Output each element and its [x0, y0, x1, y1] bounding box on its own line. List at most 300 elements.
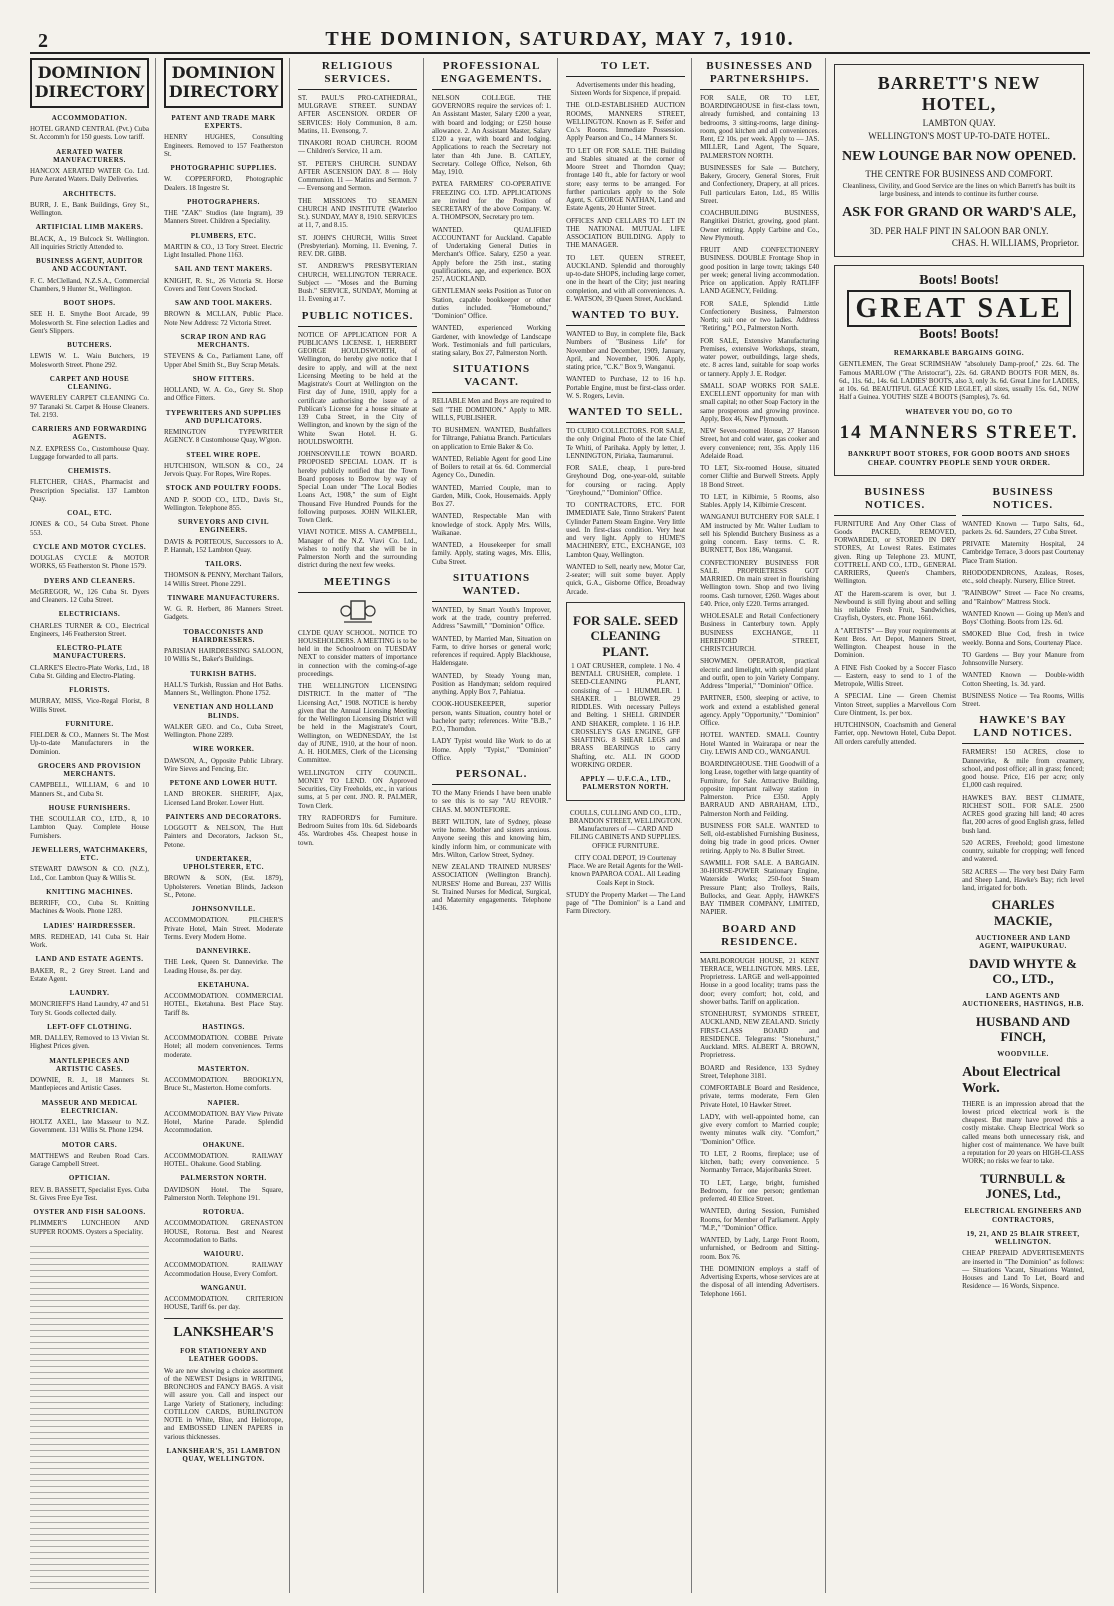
section-title: PHOTOGRAPHIC SUPPLIES.: [170, 164, 277, 172]
section-title: OHAKUNE.: [202, 1140, 245, 1149]
wanted-ad: WANTED, by Steady Young man, Position as Handyman; seldom required anything. Apply Box 7, Pahiatua.: [432, 671, 552, 697]
business-ad: HOTEL WANTED. SMALL Country Hotel Wanted in Wairarapa or near the City. LEWIS AND CO., WANGANUI.: [700, 731, 820, 756]
masthead: [30, 22, 1090, 54]
directory-entry: BERRIFF, CO., Cuba St. Knitting Machines & Wools. Phone 1283.: [30, 899, 150, 916]
study-ad: STUDY the Property Market — The Land page of "The Dominion" is a Land and Farm Directory.: [566, 890, 686, 916]
wanted-ad: COOK-HOUSEKEEPER, superior person, wants Situation, country hotel or bachelor party; references. Write "B.B.," P.O., Thorndon.: [432, 700, 552, 734]
section-title: WIRE WORKER.: [192, 745, 255, 754]
vacant-ad: WANTED, Respectable Man with knowledge of stock. Apply Mrs. Wills, Waikanae.: [432, 512, 552, 537]
column-directory-1: [30, 58, 156, 1593]
directory-entry: AND P. SOOD CO., LTD., Davis St., Wellington. Telephone 855.: [164, 495, 284, 512]
business-notice: PRIVATE Maternity Hospital, 24 Cambridge Terrace, 3 doors past Courtenay Place Tram Station.: [962, 540, 1085, 565]
great-sale-title: GREAT SALE: [847, 290, 1070, 327]
directory-entry: HANCOX AERATED WATER Co. Ltd. Pure Aerated Waters. Daily Deliveries.: [30, 167, 150, 184]
david-whyte-role: LAND AGENTS AND AUCTIONEERS, HASTINGS, H.B.: [962, 992, 1084, 1009]
section-title: ARCHITECTS.: [62, 189, 117, 198]
continuation-text: [30, 1244, 149, 1593]
section-title: GROCERS AND PROVISION MERCHANTS.: [37, 761, 142, 778]
directory-entry: FLETCHER, CHAS., Pharmacist and Prescription Specialist. 137 Lambton Quay.: [30, 478, 150, 503]
notices-right-list: [962, 520, 1084, 709]
section-title: SAW AND TOOL MAKERS.: [174, 299, 273, 307]
business-ad: SHOWMEN. OPERATOR, practical electric and limelight, with splendid plant and outfit, open to join Variety Company. Address "Imperial," "Dominion" Office.: [700, 657, 820, 691]
section-title: JOHNSONVILLE.: [191, 905, 256, 913]
public-notice: NOTICE OF APPLICATION FOR A PUBLICAN'S LICENSE. I, HERBERT GEORGE HOULDSWORTH, of Wellington, do hereby give notice that I desire to apply, and will at the next Licensing Meeting to be held at the Magistrate's Court at Wellington on the First day of June, 1910, apply for a certificate authorising the issue of a Publican's License for a house situate at 139 Cuba Street, in the City of Wellington, and known by the sign of the White Swan Hotel. H. G. HOULDSWORTH.: [298, 330, 418, 446]
directory-entry: ACCOMMODATION. PILCHER'S Private Hotel, Main Street. Moderate Terms. Every Modern Home.: [164, 916, 284, 941]
directory-entry: MONCRIEFF'S Hand Laundry, 47 and 51 Tory St. Goods collected daily.: [30, 1000, 150, 1017]
to-let-ad: TO LET. QUEEN STREET, AUCKLAND. Splendid and thoroughly up-to-date SHOPS, including large corner, one in the heart of the City; just nearing completion, and with all conveniences. A. E. WATSON, 39 Queen Street, Auckland.: [566, 253, 686, 303]
vacant-ad: WANTED, a Housekeeper for small family. Apply, stating wages, Mrs. Ellis, Cuba Street.: [432, 541, 552, 566]
business-notices-grid: [834, 484, 1084, 1295]
meeting-notice: WELLINGTON CITY COUNCIL. MONEY TO LEND. ON Approved Securities, City Freeholds, etc., in various sums, at 5 per cent. JNO. R. PALMER, Town Clerk.: [298, 768, 418, 810]
business-ad: PARTNER, £500, sleeping or active, to work and extend a established general agency. Apply "Opportunity," "Dominion" Office.: [700, 694, 820, 728]
personal-ad: BERT WILTON, late of Sydney, please write home. Mother and sisters anxious. Anyone seeing this and knowing him, kindly inform him, or communicate with Mrs. Wilton, Carlow Street, Sydney.: [432, 817, 552, 859]
directory-entry: THE Leek, Queen St. Dannevirke. The Leading House, 8s. per day.: [164, 958, 284, 975]
page-number: 2: [38, 30, 48, 52]
directory-entry: HOLLAND, W. A. Co., Grey St. Shop and Office Fitters.: [164, 386, 284, 403]
hawkes-bay-heading: HAWKE'S BAY LAND NOTICES.: [962, 712, 1084, 744]
directory-entry: MR. DALLEY, Removed to 13 Vivian St. Highest Prices given.: [30, 1034, 150, 1051]
service-notice: ST. ANDREW'S PRESBYTERIAN CHURCH, WELLINGTON TERRACE. Subject — "Moses and the Burning Bush." SERVICE, SUNDAY, Morning at 11. Evening at 7.: [298, 262, 418, 304]
meeting-notice: TRY RADFORD'S for Furniture. Bedroom Suites from 10s. 6d. Sideboards 45s. Wardrobes 45s. Cheapest house in town.: [298, 813, 418, 847]
section-title: TINWARE MANUFACTURERS.: [167, 593, 280, 602]
husband-finch-name: HUSBAND AND FINCH,: [975, 1013, 1071, 1045]
directory-entry: BLACK, A., 19 Bulcock St. Wellington. All inquiries Strictly Attended to.: [30, 234, 150, 251]
section-title: ARTIFICIAL LIMB MAKERS.: [35, 223, 144, 232]
directory-entry: JONES & CO., 54 Cuba Street. Phone 553.: [30, 520, 150, 537]
directory-entry: THE "ZAK" Studios (late Ingram), 39 Manners Street. Children a Speciality.: [164, 209, 284, 226]
business-ad: BOARDINGHOUSE. THE Goodwill of a long Lease, together with large quantity of Furniture, for Sale. Attractive Building, opposite important railway station in Palmerston. Price £350. Apply BARRAUD AND ABRAHAM, LTD., Palmerston North and Feilding.: [700, 760, 820, 818]
charles-mackie-role: AUCTIONEER AND LAND AGENT, WAIPUKURAU.: [975, 934, 1071, 951]
businesses-heading: BUSINESSES AND PARTNERSHIPS.: [700, 58, 819, 90]
service-notice: TINAKORI ROAD CHURCH. ROOM — Children's Service, 11 a.m.: [298, 139, 418, 156]
board-ad: TO LET, 2 Rooms, fireplace; use of kitchen, bath; every convenience. 5 Normanby Terrace, Majoribanks Street.: [700, 1149, 820, 1175]
lankshear-name: LANKSHEAR'S: [173, 1324, 274, 1340]
business-ad: WHOLESALE and Retail Confectionery Business in Canterbury town. Apply BUSINESS EXCHANGE, 11 HEREFORD STREET, CHRISTCHURCH.: [700, 612, 820, 654]
section-title: CYCLE AND MOTOR CYCLES.: [32, 542, 147, 551]
business-ad: TO LET, Six-roomed House, situated corner Cliftie and Burwell Streets. Apply 18 Bond Street.: [700, 464, 820, 489]
directory-entry: ACCOMMODATION. BROOKLYN, Bruce St., Masterton. Home comforts.: [164, 1076, 284, 1093]
farms-list: [962, 748, 1084, 892]
directory-entry: F. C. McClelland, N.Z.S.A., Commercial Chambers, 9 Hunter St., Wellington.: [30, 276, 150, 293]
meeting-notice: CLYDE QUAY SCHOOL. NOTICE TO HOUSEHOLDERS. A MEETING is to be held in the Schoolroom on TUESDAY NEXT to consider matters of importance in connection with the coming-of-age proceedings.: [298, 628, 418, 678]
david-whyte-name: DAVID WHYTE & CO., LTD.,: [969, 955, 1077, 986]
directory-entry: PLIMMER'S LUNCHEON AND SUPPER ROOMS. Oysters a Speciality.: [30, 1219, 150, 1236]
directory-entry: MRS. REDHEAD, 141 Cuba St. Hair Work.: [30, 932, 150, 949]
vacant-list: [432, 397, 551, 566]
directory-entry: HALL'S Turkish, Russian and Hot Baths. Manners St., Wellington. Phone 1752.: [164, 680, 284, 697]
section-title: COAL, ETC.: [67, 509, 112, 517]
wanted-buy-list: [566, 330, 685, 400]
directory-entry: THOMSON & PENNY, Merchant Tailors, 14 Willis Street. Phone 2291.: [164, 571, 284, 588]
public-notice: JOHNSONVILLE TOWN BOARD. PROPOSED SPECIAL LOAN. IT is hereby publicly notified that the Town Board proposes to Borrow by way of Special Loan under "The Local Bodies Loans Act, 1908," the sum of Eight Thousand Five Hundred Pounds for the following purposes. JOHN WILKLER, Town Clerk.: [298, 450, 418, 525]
directory-heading: DOMINION DIRECTORY: [30, 58, 149, 108]
section-title: PHOTOGRAPHERS.: [187, 197, 260, 206]
section-title: BOOT SHOPS.: [63, 299, 116, 307]
business-notice: WANTED Known — Double-width Cotton Sheeting, 1s. 3d. yard.: [962, 671, 1085, 688]
directory-entry: CAMPBELL, WILLIAM, 6 and 10 Manners St., and Cuba St.: [30, 781, 150, 798]
directory-entry: CHARLES TURNER & CO., Electrical Engineers, 146 Featherston Street.: [30, 621, 150, 638]
directory-entry: BAKER, R., 2 Grey Street. Land and Estate Agent.: [30, 966, 150, 983]
business-notice: BUSINESS Notice — Tea Rooms, Willis Street.: [962, 691, 1085, 709]
wanted-ad: WANTED, by Smart Youth's Improver, work at the trade, country preferred. Address "Sawmill," "Dominion" Office.: [432, 605, 552, 631]
personal-ad: TO the Many Friends I have been unable to see this is to say "AU REVOIR." CHAS. M. MONTEFIORE.: [432, 789, 552, 814]
section-title: KNITTING MACHINES.: [46, 887, 133, 896]
directory-list: [30, 114, 149, 1236]
public-notice: VIAVI NOTICE. MISS A. CAMPBELL, Manager of the N.Z. Viavi Co. Ltd., wishes to notify that she will be in Palmerston North and the surrounding district during the next few weeks.: [298, 528, 418, 570]
business-notice: A "ARTISTS" — Buy your requirements at Kent Bros. Art Depot, Manners Street, Wellington. Cheapest house in the Dominion.: [834, 626, 957, 660]
seed-plant-ad: [566, 602, 685, 801]
directory-entry: DAVIDSON Hotel. The Square, Palmerston North. Telephone 191.: [164, 1185, 284, 1202]
seed-plant-footer: APPLY — U.F.C.A., LTD., PALMERSTON NORTH.: [580, 775, 672, 792]
section-title: LAND AND ESTATE AGENTS.: [35, 955, 144, 964]
charles-mackie-name: CHARLES MACKIE,: [991, 897, 1055, 928]
business-notice: AT the Harem-scarem is over, but J. Newbound is still flying about and selling his reliable Fresh Fruit, Sandwiches, Crayfish, Oysters, etc. Phone 1661.: [834, 589, 957, 623]
electrical-title: About Electrical Work.: [962, 1064, 1061, 1097]
husband-finch-role: WOODVILLE.: [997, 1050, 1049, 1059]
engagement-ad: NELSON COLLEGE. THE GOVERNORS require the services of: 1. An Assistant Master, Salary £200 a year, with board and lodging; or £250 house allowance. 2. An Assistant Master, Salary £120 a year, with board and lodging. Applications to reach the Secretary not later than 4th June. B. CATLEY, Secretary. College Office, Nelson, 6th May, 1910.: [432, 93, 552, 177]
directory-entry: DAVIS & PORTEOUS, Successors to A. P. Hannah, 152 Lambton Quay.: [164, 537, 284, 554]
business-notices-heading-left: BUSINESS NOTICES.: [834, 484, 956, 516]
section-title: FLORISTS.: [69, 686, 110, 694]
section-title: BUSINESS AGENT, AUDITOR AND ACCOUNTANT.: [35, 257, 144, 274]
wanted-heading: SITUATIONS WANTED.: [432, 570, 551, 602]
business-ad: FOR SALE, Extensive Manufacturing Premises, extensive Workshops, steam, water power, outbuildings, large sheds, etc. 8 acres land, suitable for soap works or tannery. Apply J. E. Rodger.: [700, 336, 820, 378]
column-display-ads: [834, 58, 1090, 1593]
personal-list: [432, 789, 551, 913]
seed-plant-items: 1 OAT CRUSHER, complete. 1 No. 4 BENTALL CRUSHER, complete. 1 SEED-CLEANING PLANT, consisting of — 1 HUMMLER. 1 SHAKER. 1 BLOWER. 29 RIDDLES. With necessary Pulleys and Belting. 1 SHELL GRINDER AND SHAKER, complete. 1 16 H.P. CROSSLEY'S GAS ENGINE, GFF SHAFTING. 8 SHEAR LEGS and BRASS BEARINGS to carry Shafting, etc. ALL IN GOOD WORKING ORDER.: [571, 661, 681, 769]
directory-entry: N.Z. EXPRESS Co., Customhouse Quay. Luggage forwarded to all parts.: [30, 444, 150, 461]
prepaid-notice: CHEAP PREPAID ADVERTISEMENTS are inserted in "The Dominion" as follows: — Situations Vacant, Situations Wanted, Houses and Land To Let, Board and Residence — 16 Words, Sixpence.: [962, 1249, 1085, 1291]
section-title: MASTERTON.: [197, 1064, 250, 1073]
section-title: TURKISH BATHS.: [190, 669, 257, 678]
directory-entry: MURRAY, MISS, Vice-Regal Florist, 8 Willis Street.: [30, 697, 150, 714]
service-notice: ST. JOHN'S CHURCH, Willis Street (Presbyterian). Morning, 11. Evening, 7. REV. DR. GIBB.: [298, 233, 418, 259]
farm-ad: FARMERS! 150 ACRES, close to Dannevirke, & mile from creamery, school, and post office; all in grass; fenced; good house. Price, £16 per acre; only £1,000 cash required.: [962, 748, 1085, 790]
service-notice: ST. PETER'S CHURCH. SUNDAY AFTER ASCENSION DAY. 8 — Holy Communion. 11 — Matins and Sermon. 7 — Evensong and Sermon.: [298, 159, 418, 193]
section-title: ROTORUA.: [202, 1208, 245, 1216]
section-title: TOBACCONISTS AND HAIRDRESSERS.: [183, 627, 264, 644]
business-ad: SAWMILL FOR SALE. A BARGAIN. 30-HORSE-POWER Stationary Engine, Waterside Works; 250-foot Steam Pressure Plant; also Trolleys, Rails, Bullocks, and Gear. Apply, HAWKE'S BAY TIMBER COMPANY, LIMITED, NAPIER.: [700, 858, 820, 917]
sale-banner: [839, 273, 1079, 343]
board-ad: THE DOMINION employs a staff of Advertising Experts, whose services are at the disposal of all intending Advertisers. Telephone 1661.: [700, 1264, 820, 1298]
crest-emblem: [298, 597, 417, 625]
hotel-lounge: NEW LOUNGE BAR NOW OPENED.: [842, 148, 1077, 164]
section-title: PAINTERS AND DECORATORS.: [165, 812, 282, 821]
personal-heading: PERSONAL.: [432, 766, 551, 785]
business-ad: FOR SALE, OR TO LET, BOARDINGHOUSE in first-class town, already furnished, and containing 13 bedrooms, 3 sitting-rooms, large dining-room, good kitchen and all conveniences. Rent, £2 10s. per week. Apply to — JAS. MILLER, Land Agent, The Square, PALMERSTON NORTH.: [700, 93, 820, 160]
religious-list: [298, 94, 417, 304]
directory-entry: W. G. R. Herbert, 86 Manners Street. Gadgets.: [164, 605, 284, 622]
business-notice: A SPECIAL Line — Green Chemist Vinton Street, supplies a Marvellous Corn Cure Ointment, 1s. per box.: [834, 692, 957, 717]
section-title: WANGANUI.: [200, 1283, 247, 1292]
business-notice: RHODODENDRONS, Azaleas, Roses, etc., sold cheaply. Nursery, Ellice Street.: [962, 568, 1085, 586]
column-directory-2: [164, 58, 290, 1593]
business-ad: BUSINESSES for Sale — Butchery, Bakery, Grocery, General Stores, Fruit and Confectionery, Drapery, at all prices. Full particulars Eaton, Ltd., 85 Willis Street.: [700, 163, 820, 205]
wanted-sell-heading: WANTED TO SELL.: [566, 404, 685, 423]
vacant-ad: TO BUSHMEN. WANTED, Bushfallers for Tiltrange, Pahiatua Branch. Particulars on application to Ernie Baker & Co.: [432, 426, 552, 451]
directory-entry: DOWNIE, R. J., 18 Manners St. Mantlepieces and Artistic Cases.: [30, 1076, 150, 1093]
engagements-heading: PROFESSIONAL ENGAGEMENTS.: [432, 58, 551, 90]
meeting-notice: THE WELLINGTON LICENSING DISTRICT. In the matter of "The Licensing Act," 1908. NOTICE is hereby given that the Annual Licensing Meeting for the Wellington Licensing District will be held in the Magistrate's Court, Wellington, on WEDNESDAY, the 1st day of JUNE, 1910, at the hour of noon. A. H. HOLMES, Clerk of the Licensing Committee.: [298, 682, 418, 765]
section-title: LADIES' HAIRDRESSER.: [43, 921, 136, 930]
directory-entry: ACCOMMODATION. GRENASTON HOUSE, Rotorua. Best and Nearest Accommodation to Baths.: [164, 1219, 284, 1244]
directory-entry: PARISIAN HAIRDRESSING SALOON, 10 Willis St., Baker's Buildings.: [164, 647, 284, 664]
directory-entry: WAVERLEY CARPET CLEANING Co. 97 Taranaki St. Carpet & House Cleaners. Tel. 2193.: [30, 394, 150, 419]
directory-entry: BURR, J. E., Bank Buildings, Grey St., Wellington.: [30, 200, 150, 217]
section-title: STOCK AND POULTRY FOODS.: [165, 484, 282, 493]
directory-entry: McGREGOR, W., 126 Cuba St. Dyers and Cleaners. 12 Cuba Street.: [30, 587, 150, 604]
directory-entry: BROWN & SON, (Est. 1879), Upholsterers. Venetian Blinds, Jackson St., Petone.: [164, 874, 284, 899]
directory-entry: KNIGHT, R. St., 26 Victoria St. Horse Covers and Tent Covers Stocked.: [164, 276, 284, 293]
board-ad: MARLBOROUGH HOUSE, 21 KENT TERRACE, WELLINGTON. MRS. LEE, Proprietress. LARGE and well-appointed House in a good locality; trams pass the door; every comfort; hot, cold, and shower baths. Tariff on application.: [700, 956, 820, 1006]
column-religious-public: [298, 58, 424, 1593]
directory-entry: SEE H. E. Smythe Boot Arcade, 99 Molesworth St. Fine selection Ladies and Gent's Slippers.: [30, 310, 150, 335]
wanted-ad: WANTED, by Married Man, Situation on Farm, to drive horses or general work; references if required. Apply Blackhouse, Haldensgate.: [432, 634, 552, 668]
turnbull-jones-name: TURNBULL & JONES, Ltd.,: [980, 1170, 1066, 1201]
barretts-hotel-ad: [834, 64, 1084, 257]
directory-entry: HENRY HUGHES, Consulting Engineers. Removed to 157 Featherston St.: [164, 133, 284, 158]
section-title: JEWELLERS, WATCHMAKERS, ETC.: [31, 845, 148, 862]
sale-address: 14 MANNERS STREET.: [839, 421, 1079, 443]
directory-entry: DAWSON, A., Opposite Public Library. Wire Sieves and Fencing, Etc.: [164, 756, 284, 773]
section-title: PLUMBERS, ETC.: [190, 231, 257, 240]
engagement-ad: WANTED. QUALIFIED ACCOUNTANT for Auckland. Capable of Undertaking General Duties in Merchant's Office. Salary, £250 a year. Apply before the 25th inst., stating qualifications, age, and experience. BOX 257, AUCKLAND.: [432, 225, 552, 284]
directory-entry: DOUGLAS CYCLE & MOTOR WORKS, 65 Featherston St. Phone 1579.: [30, 554, 150, 571]
section-title: BUTCHERS.: [67, 341, 112, 349]
wanted-buy-heading: WANTED TO BUY.: [566, 307, 685, 326]
section-title: MANTLEPIECES AND ARTISTIC CASES.: [49, 1056, 130, 1073]
great-sale-ad: [834, 265, 1084, 476]
business-notices-right: [962, 484, 1084, 1295]
business-notices-left: [834, 484, 956, 1295]
wanted-sell-ad: TO CURIO COLLECTORS. FOR SALE, the only Original Photo of the late Chief Te Whiti, of Parihaka. Apply by letter, J. LENNINGTON, Piriaka, Taumarunui.: [566, 427, 686, 460]
vacant-heading: SITUATIONS VACANT.: [432, 361, 551, 393]
section-title: AERATED WATER MANUFACTURERS.: [53, 147, 126, 164]
personal-ad: NEW ZEALAND TRAINED NURSES' ASSOCIATION (Wellington Branch). NURSES' Home and Bureau, 237 Willis St. Trained Nurses for Medical, Surgical, and Maternity engagements. Telephone 1436.: [432, 863, 552, 913]
directory-list: [164, 114, 283, 1312]
business-ad: COACHBUILDING BUSINESS, Rangitikei District, growing, good plant. Owner retiring. Apply Carbine and Co., New Plymouth.: [700, 209, 820, 242]
wanted-sell-ad: TO CONTRACTORS, ETC. FOR IMMEDIATE Sale, Tinno Strakers' Patent Cylinder Pattern Steam Engine. Very little used. In first-class condition. Very heat and very light. Apply to HUME'S MACHINERY, ETC., EXCHANGE, 103 Lambton Quay, Wellington.: [566, 501, 686, 559]
business-ad: FOR SALE, Splendid Little Confectionery Business, Palmerston North; suit one or two ladies. Address "Retiring," P.O., Palmerston North.: [700, 299, 820, 333]
business-notice: TO Gardens — Buy your Manure from Johnsonville Nursery.: [962, 650, 1085, 668]
directory-entry: MARTIN & CO., 13 Tory Street. Electric Light Installed. Phone 1163.: [164, 242, 284, 259]
section-title: HASTINGS.: [202, 1022, 245, 1031]
directory-entry: ACCOMMODATION. RAILWAY HOTEL. Ohakune. Good Stabling.: [164, 1151, 284, 1168]
farm-ad: 582 ACRES — The very best Dairy Farm and Sheep Land, Hawke's Bay; rich level land, irrigated for both.: [962, 867, 1085, 893]
lankshear-tagline: FOR STATIONERY AND LEATHER GOODS.: [180, 1347, 267, 1364]
board-ad: WANTED, by Lady, Large Front Room, unfurnished, or Bedroom and Sitting-room. Box 76.: [700, 1236, 820, 1261]
section-title: PATENT AND TRADE MARK EXPERTS.: [171, 113, 276, 130]
section-title: LAUNDRY.: [69, 989, 110, 997]
section-title: EKETAHUNA.: [197, 980, 250, 989]
to-let-intro: Advertisements under this heading, Sixteen Words for Sixpence, if prepaid.: [570, 80, 681, 98]
column-businesses: [700, 58, 826, 1593]
business-ad: BUSINESS FOR SALE. WANTED to Sell, old-established Furnishing Business, doing big trade in good prices. Owner retiring. Apply to No. 8 Buller Street.: [700, 821, 820, 855]
section-title: STEEL WIRE ROPE.: [186, 450, 261, 459]
electrical-body: THERE is an impression abroad that the lowest priced electrical work is the cheapest. But many have proved this a costly mistake. Cheap Electrical Work so called means both unnecessary risk, and higher cost of maintenance. We have built a reputation for 20 years on HIGH-CLASS WORK; no risks we fear to take.: [962, 1099, 1085, 1166]
sale-footer: BANKRUPT BOOT STORES, FOR GOOD BOOTS AND SHOES CHEAP. COUNTRY PEOPLE SEND YOUR ORDER.: [847, 450, 1071, 467]
section-title: VENETIAN AND HOLLAND BLINDS.: [173, 703, 274, 720]
section-title: ELECTRO-PLATE MANUFACTURERS.: [53, 644, 126, 661]
section-title: SURVEYORS AND CIVIL ENGINEERS.: [178, 518, 269, 535]
board-ad: STONEHURST, SYMONDS STREET, AUCKLAND, NEW ZEALAND. Strictly FIRST-CLASS BOARD and RESIDENCE. Telegrams: "Stonehurst," Auckland. MRS. ALBERT A. BROWN, Proprietress.: [700, 1010, 820, 1060]
directory-entry: HUTCHISON, WILSON & CO., 24 Jervois Quay. For Ropes, Wire Ropes.: [164, 461, 284, 478]
column-to-let: [566, 58, 692, 1593]
directory-entry: STEWART DAWSON & CO. (N.Z.), Ltd., Cor. Lambton Quay & Willis St.: [30, 865, 150, 882]
directory-entry: LEWIS W. L. Waiu Butchers, 19 Molesworth Street. Phone 292.: [30, 352, 150, 369]
business-notice: HUTCHINSON, Coachsmith and General Farrier, opp. Newtown Hotel, Cuba Depot. All orders carefully attended.: [834, 721, 957, 746]
board-ad: TO LET, Large, bright, furnished Bedroom, for one person; gentleman preferred. 40 Ellice Street.: [700, 1178, 820, 1204]
board-list: [700, 957, 819, 1298]
section-title: WAIOURU.: [203, 1250, 244, 1258]
boots-left: Boots! Boots!: [919, 273, 999, 289]
section-title: TAILORS.: [205, 560, 242, 568]
hotel-price: 3D. PER HALF PINT IN SALOON BAR ONLY.: [869, 225, 1049, 236]
section-title: TYPEWRITERS AND SUPPLIES AND DUPLICATORS.: [165, 408, 282, 425]
turnbull-jones-role: ELECTRICAL ENGINEERS AND CONTRACTORS,: [964, 1207, 1082, 1224]
directory-entry: MATTHEWS and Reuben Road Cars. Garage Campbell Street.: [30, 1151, 150, 1168]
section-title: ELECTRICIANS.: [58, 610, 121, 619]
section-title: CARRIERS AND FORWARDING AGENTS.: [31, 425, 148, 442]
coat-of-arms-icon: [338, 597, 378, 625]
directory-entry: THE SCOULLAR CO., LTD., 8, 10 Lambton Quay. Complete House Furnishers.: [30, 815, 150, 840]
engagement-ad: WANTED, experienced Working Gardener, with knowledge of Landscape Work. Testimonials and full particulars, stating salary, Box 27, Palmerston North.: [432, 324, 552, 358]
divider: [164, 1318, 283, 1319]
boots-right: Boots! Boots!: [919, 326, 999, 342]
service-notice: THE MISSIONS TO SEAMEN CHURCH AND INSTITUTE (Waterloo St.). SUNDAY, MAY 8, 1910. SERVICES at 11, 7, and 8.15.: [298, 196, 418, 230]
engagement-ad: PATEA FARMERS' CO-OPERATIVE FREEZING CO. LTD. APPLICATIONS are invited for the Position of SECRETARY of the above Company. W. A. THOMPSON, Secretary pro tem.: [432, 180, 552, 222]
directory-entry: LOGGOTT & NELSON, The Hutt Painters and Decorators, Jackson St., Petone.: [164, 824, 284, 849]
sale-whatever: WHATEVER YOU DO, GO TO: [905, 407, 1013, 416]
engagements-list: [432, 94, 551, 358]
section-title: UNDERTAKER, UPHOLSTERER, ETC.: [183, 854, 265, 871]
business-notice: FURNITURE And Any Other Class of Goods PACKED, REMOVED, FORWARDED, or STORED IN DRY STORES, At Lowest Rates. Estimates given. Ring up Telephone 23. MUNT, COTTRELL AND CO., LTD., GENERAL CARRIERS, Queen's Chambers, Wellington.: [834, 519, 957, 586]
businesses-list: [700, 94, 819, 917]
religious-heading: RELIGIOUS SERVICES.: [298, 58, 417, 90]
section-title: DYERS AND CLEANERS.: [43, 576, 136, 585]
wanted-sell-list: [566, 427, 685, 596]
to-let-ad: OFFICES AND CELLARS TO LET IN THE NATIONAL MUTUAL LIFE ASSOCIATION BUILDING. Apply to THE MANAGER.: [566, 216, 686, 250]
section-title: LEFT-OFF CLOTHING.: [47, 1022, 132, 1031]
public-notices-heading: PUBLIC NOTICES.: [298, 308, 417, 327]
business-notice: A FINE Fish Cooked by a Soccer Fiasco — Eastern, easy to send to 1 of the Metropole, Willis Street.: [834, 663, 957, 689]
service-notice: ST. PAUL'S PRO-CATHEDRAL, MULGRAVE STREET. SUNDAY AFTER ASCENSION. ORDER OF SERVICES: Holy Communion, 8 a.m. Matins, 11. Evensong, 7.: [298, 93, 418, 135]
vacant-ad: RELIABLE Men and Boys are required to Sell "THE DOMINION." Apply to MR. WILLS, PUBLISHER.: [432, 397, 552, 422]
farm-ad: HAWKE'S BAY. BEST CLIMATE, RICHEST SOIL. FOR SALE. 2500 ACRES good grazing hill land; 40 acres flat, 200 acres of good English grass, felled bush land.: [962, 793, 1085, 835]
board-ad: COMFORTABLE Board and Residence, private, terms moderate, Fern Glen Private Hotel, 10 Hawker Street.: [700, 1084, 820, 1109]
turnbull-jones-address: 19, 21, AND 25 BLAIR STREET, WELLINGTON.: [966, 1229, 1080, 1247]
board-ad: LADY, with well-appointed home, can give every comfort to Married couple; twenty minutes walk city. "Comfort," "Dominion" Office.: [700, 1112, 820, 1146]
business-notice: WANTED Known — Going up Men's and Boys' Clothing. Boots from 12s. 6d.: [962, 609, 1085, 627]
directory-entry: HOLTZ AXEL, late Masseur to N.Z. Government. 131 Willis St. Phone 1294.: [30, 1118, 150, 1135]
fittings-ad: COULLS, CULLING AND CO., LTD., BRANDON STREET, WELLINGTON. Manufacturers of — CARD AND FILING CABINETS AND SUPPLIES. OFFICE FURNITURE.: [569, 808, 682, 850]
wanted-buy-ad: WANTED to Buy, in complete file, Back Numbers of "Business Life" for November and December, 1909, January, April, and November, 1906. Apply, stating price, "C.K." Box 9, Wanganui.: [566, 330, 686, 372]
business-notice: "RAINBOW" Street — Face No creams, and "Rainbow" Mattress Stock.: [962, 589, 1085, 606]
section-title: NAPIER.: [207, 1098, 240, 1107]
lankshear-footer: LANKSHEAR'S, 351 LAMBTON QUAY, WELLINGTON.: [166, 1446, 281, 1464]
vacant-ad: WANTED, Married Couple, man to Garden, Milk, Cook, Housemaids. Apply Box 27.: [432, 483, 552, 509]
section-title: OYSTER AND FISH SALOONS.: [33, 1208, 146, 1216]
engagement-ad: GENTLEMAN seeks Position as Tutor on Station, capable bookkeeper or other duties included. "Homebound," "Dominion" Office.: [432, 287, 552, 321]
directory-entry: ACCOMMODATION. COMMERCIAL HOTEL, Eketahuna. Best Place Stay. Tariff 8s.: [164, 992, 284, 1017]
to-let-ad: TO LET OR FOR SALE. THE Building and Stables situated at the corner of Moore Street and Thorndon Quay; frontage 140 ft., able for factory or wool store; easy terms to be arranged. For further particulars apply to the Sole Agent, S. GEORGE NATHAN, Land and Estate Agents, 20 Hunter Street.: [566, 146, 686, 213]
business-ad: FRUIT AND CONFECTIONERY BUSINESS. DOUBLE Frontage Shop in good position in large town; takings £40 per week; general living accommodation. Price on application. Apply RATLIFF LAND AGENCY, Feilding.: [700, 246, 820, 296]
section-title: CHEMISTS.: [67, 467, 112, 475]
directory-entry: STEVENS & Co., Parliament Lane, off Upper Abel Smith St., Buy Scrap Metals.: [164, 352, 284, 369]
directory-entry: CLARKE'S Electro-Plate Works, Ltd., 18 Cuba St. Gilding and Electro-Plating.: [30, 663, 150, 680]
section-title: CARPET AND HOUSE CLEANING.: [49, 374, 130, 391]
sale-body: GENTLEMEN, The Great SCRIMSHAW "absolutely Damp-proof," 22s. 6d. The Famous MARLOW ("The Aristocrat"), 22s. 6d. GRAND BOOTS FOR MEN, 8s. 6d., 11s. 6d., 14s. 6d. LADIES' BOOTS, also 3, only 3s. 6d. Great Line for LADIES, at 10s. 6d. BEAUTIFUL GLACÉ KID LEGLET, all sizes, usually 15s. 6d., NOW Half a Guinea. YOUTHS' SIZE 4 BOOTS (Samples), 7s. 6d.: [839, 360, 1080, 402]
sale-subtitle: REMARKABLE BARGAINS GOING.: [893, 349, 1025, 358]
section-title: FURNITURE.: [65, 719, 114, 728]
columns: [30, 58, 1090, 1593]
wanted-ad: LADY Typist would like Work to do at Home. Apply "Typist," "Dominion" Office.: [432, 737, 552, 762]
hotel-ask: ASK FOR GRAND OR WARD'S ALE,: [842, 205, 1076, 221]
to-let-heading: TO LET.: [566, 58, 685, 77]
business-ad: WANGANUI BUTCHERY FOR SALE. I AM instructed by Mr. Walter Ludlam to sell his Splendid Butchery Business as a going concern. Easy terms. C. R. BURNETT, Box 186, Wanganui.: [700, 513, 820, 555]
notices-left-list: [834, 520, 956, 746]
board-heading: BOARD AND RESIDENCE.: [700, 921, 819, 953]
directory-entry: W. COPPERFORD, Photographic Dealers. 18 Ingestre St.: [164, 175, 284, 192]
wanted-sell-ad: FOR SALE, cheap, 1 pure-bred Greyhound Dog, one-year-old, suitable for coursing or racing. Apply "Greyhound," "Dominion" Office.: [566, 464, 686, 497]
section-title: OPTICIAN.: [68, 1174, 111, 1183]
directory-heading: DOMINION DIRECTORY: [164, 58, 283, 108]
directory-entry: ACCOMMODATION. CRITERION HOUSE, Tariff 6s. per day.: [164, 1295, 284, 1312]
section-title: DANNEVIRKE.: [195, 947, 252, 955]
section-title: ACCOMMODATION.: [51, 113, 128, 122]
directory-entry: REV. B. BASSETT, Specialist Eyes. Cuba St. Gives Free Eye Test.: [30, 1185, 150, 1202]
hotel-centre: THE CENTRE FOR BUSINESS AND COMFORT.: [865, 169, 1053, 180]
hotel-body: Cleanliness, Civility, and Good Service are the lines on which Barrett's has built its large business, and intends to continue its further course.: [842, 181, 1076, 199]
business-ad: TO LET, in Kilbirnie, 5 Rooms, also Stables. Apply 14, Kilbirnie Crescent.: [700, 492, 820, 510]
farm-ad: 520 ACRES, Freehold; good limestone country, suitable for cropping; well fenced and watered.: [962, 838, 1085, 864]
business-notice: SMOKED Blue Cod, fresh in twice weekly. Bonna and Sons, Courtenay Place.: [962, 630, 1085, 647]
seed-plant-title: FOR SALE. SEED CLEANING PLANT.: [573, 612, 679, 659]
wanted-buy-ad: WANTED to Purchase, 12 to 16 h.p. Portable Engine, must be first-class order. W. S. Rogers, Levin.: [566, 375, 686, 400]
board-ad: BOARD and Residence, 133 Sydney Street, Telephone 3181.: [700, 1063, 820, 1080]
newspaper-title: THE DOMINION, SATURDAY, MAY 7, 1910.: [325, 28, 795, 50]
directory-entry: LAND BROKER. SHERIFF, Ajax, Licensed Land Broker. Lower Hutt.: [164, 790, 284, 807]
column-engagements: [432, 58, 558, 1593]
section-title: SCRAP IRON AND RAG MERCHANTS.: [180, 332, 267, 349]
meetings-heading: MEETINGS: [298, 574, 417, 593]
section-title: MOTOR CARS.: [61, 1140, 118, 1149]
section-title: HOUSE FURNISHERS.: [48, 803, 131, 812]
business-notice: WANTED Known — Turpo Salts, 6d., packets 2s. 6d. Saunders, 27 Cuba Street.: [962, 519, 1085, 536]
to-let-list: [566, 101, 685, 303]
directory-entry: WALKER GEO. and Co., Cuba Street, Wellington. Phone 2289.: [164, 722, 284, 739]
hotel-location: LAMBTON QUAY.: [922, 118, 996, 129]
public-notices-list: [298, 331, 417, 570]
business-ad: SMALL SOAP WORKS FOR SALE. EXCELLENT opportunity for man with small capital; no other Soap Factory in the same prosperous and growing province. Apply, Box 46, New Plymouth.: [700, 381, 820, 423]
directory-entry: ACCOMMODATION. COBBE Private Hotel; all modern conveniences. Terms moderate.: [164, 1034, 284, 1059]
directory-entry: HOTEL GRAND CENTRAL (Pvt.) Cuba St. Accomm'n for 150 guests. Low tariff.: [30, 125, 150, 142]
section-title: PALMERSTON NORTH.: [180, 1174, 267, 1183]
coal-depot-ad: CITY COAL DEPOT, 19 Courtenay Place. We are Retail Agents for the Well-known PAPAROA COAL. All Leading Coals Kept in Stock.: [568, 853, 683, 887]
lankshear-body: We are now showing a choice assortment of the NEWEST Designs in WRITING, BRONCHOS and FANCY BAGS. A visit will assure you. Call and inspect our Large Variety of Stationery, including: COTILLON CARDS, BURLINGTON NOTE in White, Blue, and Heliotrope, and EMBOSSED LINEN PAPERS in various thicknesses.: [164, 1366, 284, 1441]
hotel-name: BARRETT'S NEW HOTEL,: [877, 73, 1041, 115]
meetings-list: [298, 629, 417, 847]
directory-entry: FIELDER & CO., Manners St. The Most Up-to-date Manufacturers in the Dominion.: [30, 731, 150, 756]
wanted-sell-ad: WANTED to Sell, nearly new, Motor Car, 2-seater; will suit some buyer. Apply quick, G.A., Gisborne Office, Broadway Arcade.: [566, 562, 686, 596]
directory-entry: BROWN & MCLLAN, Public Place. Note New Address: 72 Victoria Street.: [164, 310, 284, 327]
hotel-proprietor: CHAS. H. WILLIAMS, Proprietor.: [951, 238, 1080, 249]
section-title: MASSEUR AND MEDICAL ELECTRICIAN.: [41, 1098, 138, 1115]
hotel-tagline: WELLINGTON'S MOST UP-TO-DATE HOTEL.: [868, 131, 1050, 142]
section-title: SAIL AND TENT MAKERS.: [174, 265, 273, 274]
section-title: PETONE AND LOWER HUTT.: [169, 779, 278, 787]
business-notices-heading-right: BUSINESS NOTICES.: [962, 484, 1084, 516]
